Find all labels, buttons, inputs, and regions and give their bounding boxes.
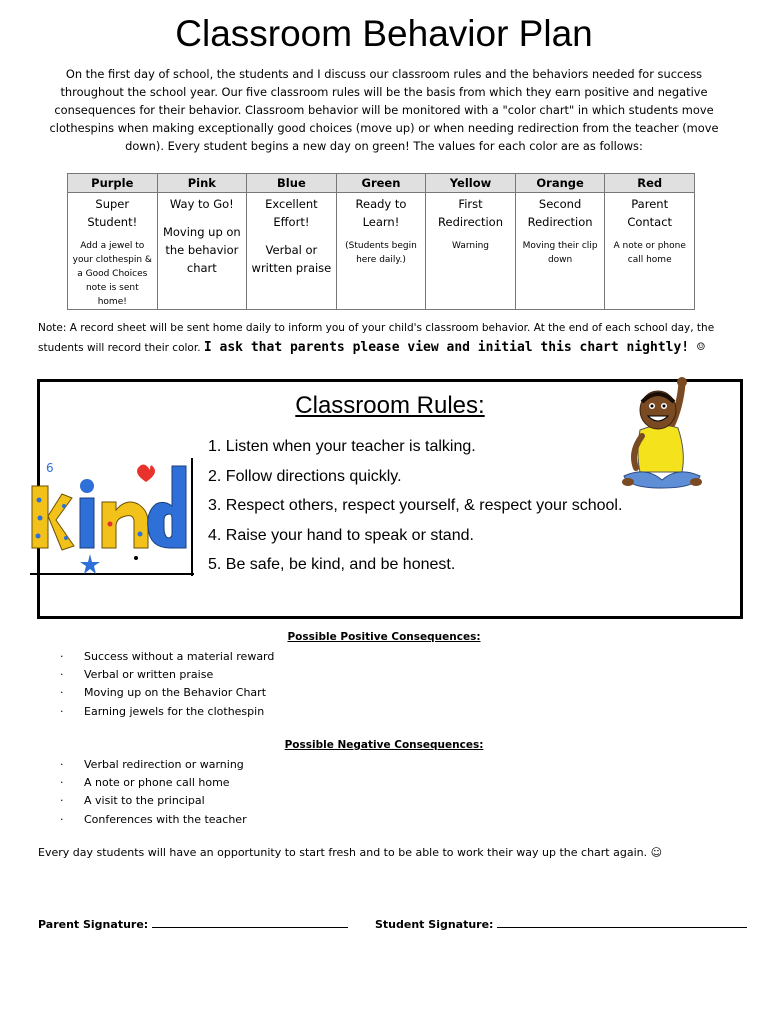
color-value-row <box>68 193 695 310</box>
parent-note <box>38 318 738 358</box>
bullet-icon: · <box>60 668 64 682</box>
rule-item: 5. Be safe, be kind, and be honest. <box>208 556 456 573</box>
list-item-text: A note or phone call home <box>84 776 230 790</box>
cell-sub-text: (Students begin here daily.) <box>345 241 417 265</box>
rules-list <box>208 432 622 580</box>
list-item-text: Verbal or written praise <box>84 668 214 682</box>
rules-title: Classroom Rules: <box>295 392 485 419</box>
note-emphasis: I ask that parents please view and initial this chart nightly! ☺ <box>203 340 705 355</box>
positive-consequences-heading: Possible Positive Consequences: <box>287 631 481 643</box>
list-item <box>60 648 274 666</box>
cell-red <box>605 193 695 310</box>
bullet-icon: · <box>60 686 64 700</box>
list-item-text: Verbal redirection or warning <box>84 758 244 771</box>
list-item-text: A visit to the principal <box>84 794 205 808</box>
header-yellow: Yellow <box>426 174 516 193</box>
header-blue: Blue <box>247 174 337 193</box>
cell-pink <box>157 193 247 310</box>
header-orange: Orange <box>515 174 605 193</box>
cell-sub-text: Moving up on the behavior chart <box>162 225 241 275</box>
kind-clipart-icon <box>30 458 194 576</box>
parent-signature-field[interactable] <box>38 916 348 931</box>
page-title: Classroom Behavior Plan <box>175 13 593 54</box>
color-chart-table <box>67 173 695 310</box>
header-green: Green <box>336 174 426 193</box>
note-text: Note: A record sheet will be sent home daily to inform you of your child's classroom behavior. At the end of each school day, the students will record their color. <box>38 322 715 354</box>
list-item <box>60 684 274 702</box>
list-item <box>60 774 247 792</box>
parent-signature-line[interactable] <box>152 916 348 928</box>
list-item-text: Conferences with the teacher <box>84 812 247 826</box>
list-item-text: Earning jewels for the clothespin <box>84 704 265 718</box>
list-item <box>60 811 247 829</box>
bullet-icon: · <box>60 776 64 790</box>
list-item <box>60 792 247 810</box>
bullet-icon: · <box>60 812 64 826</box>
cell-main-text: Super Student! <box>87 197 138 229</box>
list-item <box>60 666 274 684</box>
cell-green <box>336 193 426 310</box>
cell-main-text: First Redirection <box>438 197 503 229</box>
cell-sub-text: Moving their clip down <box>522 241 598 265</box>
intro-paragraph: On the first day of school, the students and I discuss our classroom rules and the behaviors needed for success throughout the school year. Our five classroom rules will be the basis from which they earn positive and negative consequences for their behavior. Classroom behavior will be monitored with a "color chart" in which students move clothespins when making exceptionally good choices (move up) or when needing redirection from the teacher (move down). Every student begins a new day on green! The values for each color are as follows: <box>49 67 719 153</box>
bullet-icon: · <box>60 650 64 663</box>
student-raising-hand-icon <box>616 376 702 496</box>
closing-statement: Every day students will have an opportunity to start fresh and to be able to work their way up the chart again. ☺ <box>38 846 663 859</box>
header-red: Red <box>605 174 695 193</box>
positive-consequences-list <box>60 648 274 721</box>
cell-sub-text: A note or phone call home <box>613 241 686 265</box>
negative-consequences-heading: Possible Negative Consequences: <box>284 739 484 751</box>
bullet-icon: · <box>60 704 64 718</box>
cell-main-text: Second Redirection <box>527 197 593 229</box>
list-item <box>60 703 274 721</box>
rule-item: 2. Follow directions quickly. <box>208 467 402 485</box>
cell-main-text: Ready to Learn! <box>355 197 407 229</box>
cell-sub-text: Add a jewel to your clothespin & a Good Choices note is sent home! <box>72 241 152 307</box>
rule-item: 3. Respect others, respect yourself, & respect your school. <box>208 497 623 514</box>
list-item-text: Moving up on the Behavior Chart <box>84 686 267 700</box>
color-header-row <box>68 174 695 193</box>
list-item-text: Success without a material reward <box>84 650 275 663</box>
cell-sub-text: Verbal or written praise <box>251 243 332 275</box>
list-item <box>60 756 247 774</box>
cell-yellow <box>426 193 516 310</box>
bullet-icon: · <box>60 758 64 771</box>
cell-main-text: Parent Contact <box>627 197 673 229</box>
student-signature-label: Student Signature: <box>375 918 494 931</box>
rule-item: 4. Raise your hand to speak or stand. <box>208 526 474 544</box>
bullet-icon: · <box>60 794 64 808</box>
svg-text:6: 6 <box>46 461 54 475</box>
student-signature-line[interactable] <box>497 916 747 928</box>
header-purple: Purple <box>68 174 158 193</box>
negative-consequences-list <box>60 756 247 829</box>
cell-purple <box>68 193 158 310</box>
header-pink: Pink <box>157 174 247 193</box>
rule-item: 1. Listen when your teacher is talking. <box>208 438 476 455</box>
parent-signature-label: Parent Signature: <box>38 918 149 931</box>
cell-blue <box>247 193 337 310</box>
cell-orange <box>515 193 605 310</box>
cell-main-text: Excellent Effort! <box>265 197 318 229</box>
student-signature-field[interactable] <box>375 916 747 931</box>
cell-sub-text: Warning <box>452 241 490 251</box>
cell-main-text: Way to Go! <box>169 197 234 211</box>
